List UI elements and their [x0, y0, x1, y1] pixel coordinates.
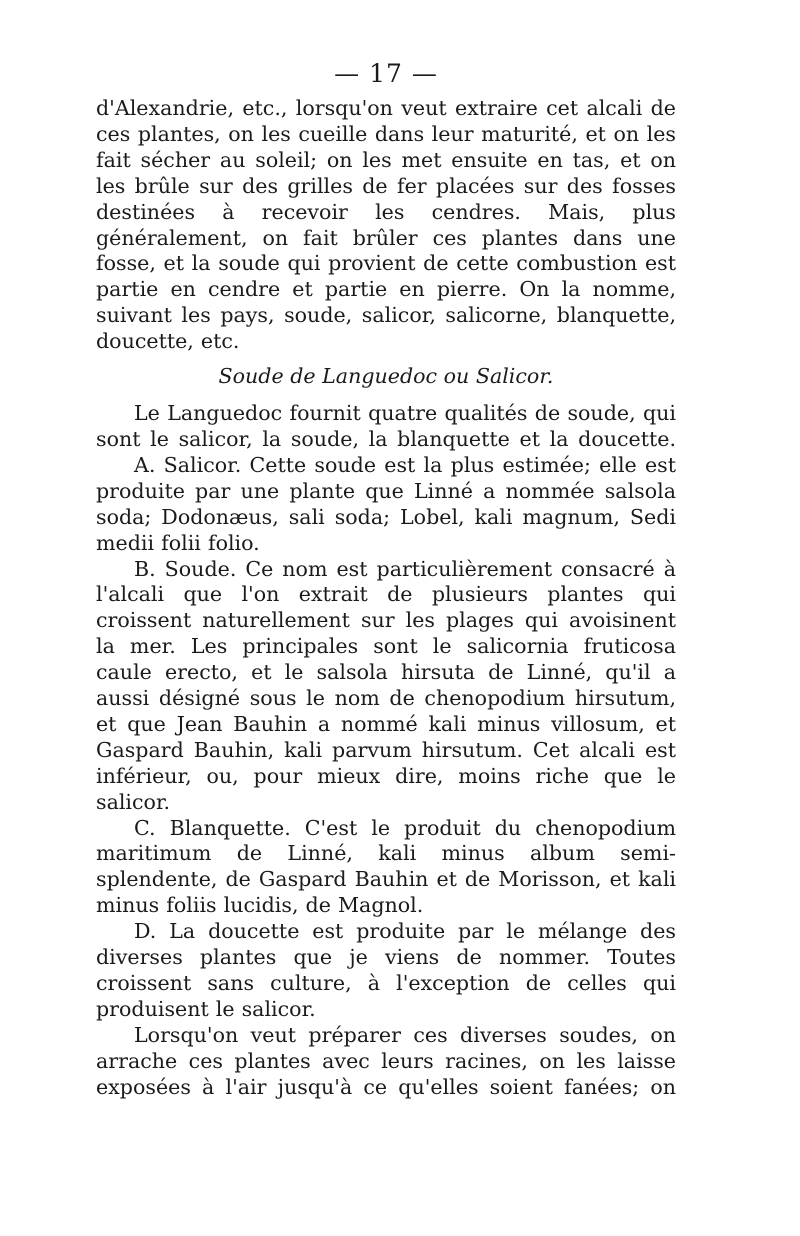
paragraph-salicor: A. Salicor. Cette soude est la plus estimée; elle est produite par une plante que Linné a nommée salsola soda; Dodonæus, sali soda; Lobel, kali magnum, Sedi medii folii folio. [96, 452, 676, 555]
paragraph-doucette: D. La doucette est produite par le mélange des diverses plantes que je viens de nommer. Toutes croissent sans culture, à l'exception de celles qui produisent le salicor. [96, 919, 676, 1021]
paragraph-blanquette: C. Blanquette. C'est le produit du chenopodium maritimum de Linné, kali minus album semi-splendente, de Gaspard Bauhin et de Morisson, et kali minus foliis lucidis, de Magnol. [96, 815, 676, 918]
book-page [96, 58, 676, 1208]
section-title: Soude de Languedoc ou Salicor. [218, 364, 554, 389]
page-number: — 17 — [334, 59, 438, 88]
paragraph-preparation: Lorsqu'on veut préparer ces diverses soudes, on arrache ces plantes avec leurs racines, on les laisse exposées à l'air jusqu'à ce qu'elles soient fanées; on [96, 1022, 676, 1099]
paragraph-soude: B. Soude. Ce nom est particulièrement consacré à l'alcali que l'on extrait de plusieurs plantes qui croissent naturellement sur les plages qui avoisinent la mer. Les principales sont le salicornia fruticosa caule erecto, et le salsola hirsuta de Linné, qu'il a aussi désigné sous le nom de chenopodium hirsutum, et que Jean Bauhin a nommé kali minus villosum, et Gaspard Bauhin, kali parvum hirsutum. Cet alcali est inférieur, ou, pour mieux dire, moins riche que le salicor. [96, 556, 676, 814]
paragraph-intro: d'Alexandrie, etc., lorsqu'on veut extraire cet alcali de ces plantes, on les cueille dans leur maturité, et on les fait sécher au soleil; on les met ensuite en tas, et on les brûle sur des grilles de fer placées sur des fosses destinées à recevoir les cendres. Mais, plus généralement, on fait brûler ces plantes dans une fosse, et la soude qui provient de cette combustion est partie en cendre et partie en pierre. On la nomme, suivant les pays, soude, salicor, salicorne, blanquette, doucette, etc. [96, 96, 676, 354]
paragraph-languedoc: Le Languedoc fournit quatre qualités de soude, qui sont le salicor, la soude, la blanquette et la doucette. [96, 401, 676, 451]
